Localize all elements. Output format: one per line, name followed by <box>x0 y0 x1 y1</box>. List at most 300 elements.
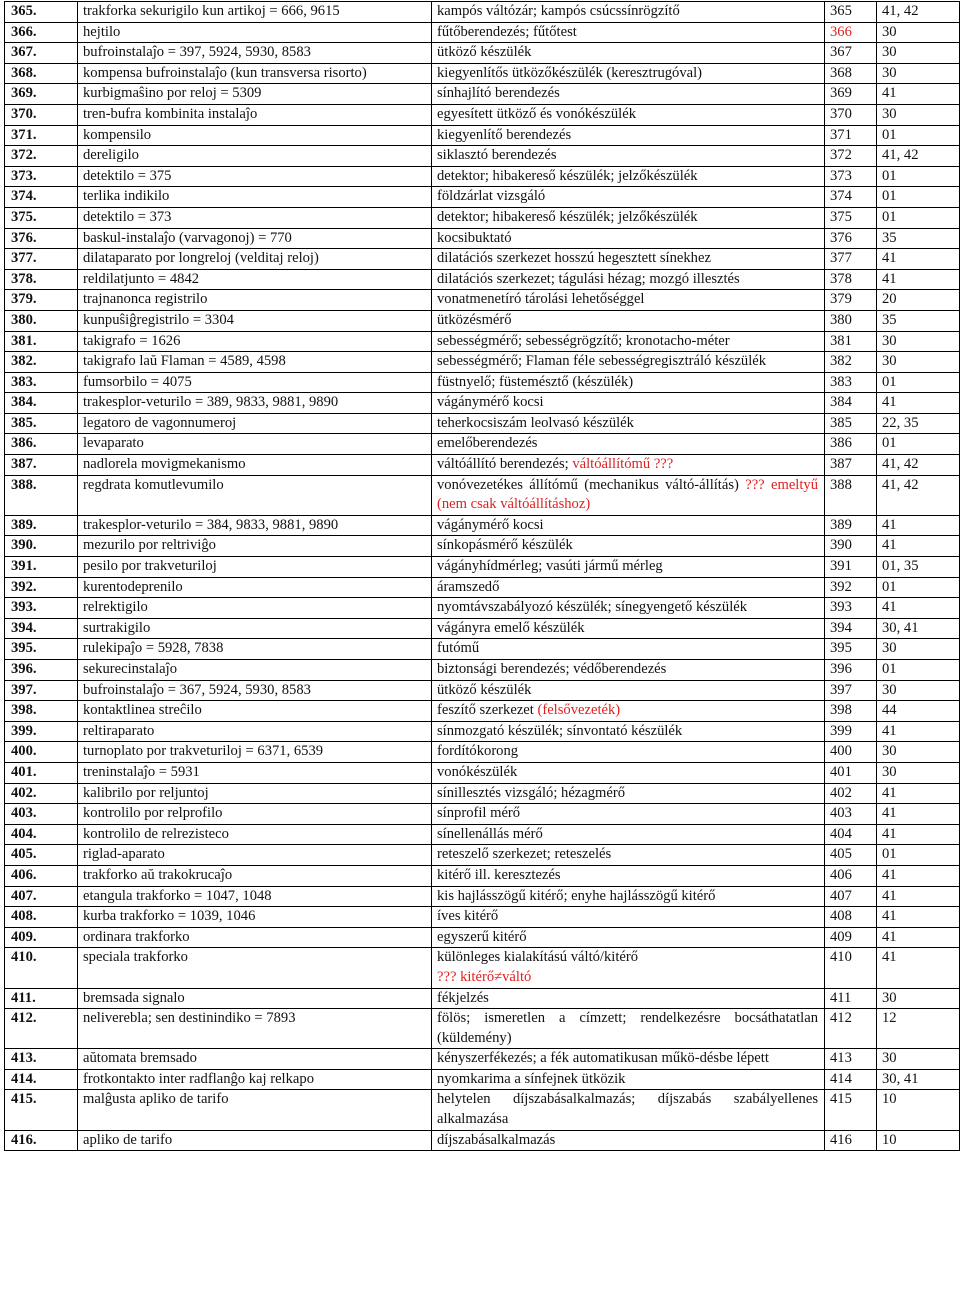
hungarian-text: sebességmérő; sebességrögzítő; kronotacho-méter <box>437 332 730 349</box>
table-row <box>5 824 960 845</box>
table-row <box>5 536 960 557</box>
hungarian-term <box>432 742 825 763</box>
hungarian-term <box>432 207 825 228</box>
esperanto-term: frotkontakto inter radflanĝo kaj relkapo <box>78 1069 432 1090</box>
entry-index: 372 <box>825 146 877 167</box>
subject-code: 30 <box>877 762 960 783</box>
table-row <box>5 413 960 434</box>
hungarian-term <box>432 393 825 414</box>
subject-code: 41 <box>877 598 960 619</box>
subject-code: 30, 41 <box>877 1069 960 1090</box>
hungarian-text: sebességmérő; Flaman féle sebességregisztráló készülék <box>437 353 767 370</box>
subject-code: 41 <box>877 269 960 290</box>
esperanto-term: relrektigilo <box>78 598 432 619</box>
esperanto-term: trakforko aŭ trakokrucaĵo <box>78 865 432 886</box>
esperanto-term: regdrata komutlevumilo <box>78 475 432 515</box>
hungarian-text: fűtőberendezés; fűtőtest <box>437 23 577 40</box>
subject-code: 20 <box>877 290 960 311</box>
entry-index: 377 <box>825 249 877 270</box>
entry-index: 367 <box>825 43 877 64</box>
table-row <box>5 1069 960 1090</box>
entry-number: 368. <box>5 63 78 84</box>
table-row <box>5 762 960 783</box>
entry-number: 402. <box>5 783 78 804</box>
editor-note: (felsővezeték) <box>537 702 621 719</box>
hungarian-term <box>432 2 825 23</box>
table-row <box>5 372 960 393</box>
entry-number: 416. <box>5 1130 78 1151</box>
entry-number: 394. <box>5 618 78 639</box>
table-row <box>5 742 960 763</box>
hungarian-term <box>432 1090 825 1130</box>
entry-number: 413. <box>5 1049 78 1070</box>
entry-index: 368 <box>825 63 877 84</box>
hungarian-term <box>432 290 825 311</box>
esperanto-term: sekurecinstalaĵo <box>78 660 432 681</box>
subject-code: 01, 35 <box>877 557 960 578</box>
table-row <box>5 269 960 290</box>
hungarian-text: futómű <box>437 640 480 657</box>
subject-code: 30 <box>877 43 960 64</box>
subject-code: 30 <box>877 988 960 1009</box>
hungarian-term <box>432 43 825 64</box>
hungarian-text: egyszerű kitérő <box>437 928 527 945</box>
entry-number: 388. <box>5 475 78 515</box>
table-row <box>5 290 960 311</box>
hungarian-term <box>432 413 825 434</box>
esperanto-term: malĝusta apliko de tarifo <box>78 1090 432 1130</box>
entry-index: 397 <box>825 680 877 701</box>
subject-code: 30 <box>877 1049 960 1070</box>
entry-number: 403. <box>5 804 78 825</box>
table-row <box>5 352 960 373</box>
table-row <box>5 43 960 64</box>
hungarian-term <box>432 907 825 928</box>
hungarian-text: dilatációs szerkezet; tágulási hézag; mozgó illesztés <box>437 270 740 287</box>
subject-code: 12 <box>877 1009 960 1049</box>
esperanto-term: nadlorela movigmekanismo <box>78 455 432 476</box>
entry-index: 390 <box>825 536 877 557</box>
esperanto-term: bufroinstalaĵo = 367, 5924, 5930, 8583 <box>78 680 432 701</box>
hungarian-text: kampós váltózár; kampós csúcssínrögzítő <box>437 3 680 19</box>
entry-index: 408 <box>825 907 877 928</box>
hungarian-term <box>432 352 825 373</box>
esperanto-term: kurentodeprenilo <box>78 577 432 598</box>
table-row <box>5 948 960 988</box>
table-row <box>5 598 960 619</box>
entry-index: 376 <box>825 228 877 249</box>
hungarian-term <box>432 660 825 681</box>
esperanto-term: dereligilo <box>78 146 432 167</box>
subject-code: 30 <box>877 104 960 125</box>
hungarian-term <box>432 1130 825 1151</box>
entry-index: 380 <box>825 310 877 331</box>
esperanto-term: aŭtomata bremsado <box>78 1049 432 1070</box>
hungarian-term <box>432 1009 825 1049</box>
hungarian-text: sínellenállás mérő <box>437 825 543 842</box>
subject-code: 30 <box>877 352 960 373</box>
esperanto-term: kalibrilo por reljuntoj <box>78 783 432 804</box>
entry-number: 405. <box>5 845 78 866</box>
subject-code: 41, 42 <box>877 2 960 23</box>
entry-number: 367. <box>5 43 78 64</box>
subject-code: 01 <box>877 434 960 455</box>
subject-code: 01 <box>877 577 960 598</box>
entry-index: 379 <box>825 290 877 311</box>
hungarian-term <box>432 269 825 290</box>
entry-number: 390. <box>5 536 78 557</box>
editor-note: ??? emeltyű (nem csak váltóállításhoz) <box>437 476 818 513</box>
entry-index: 407 <box>825 886 877 907</box>
esperanto-term: kompensilo <box>78 125 432 146</box>
subject-code: 01 <box>877 660 960 681</box>
subject-code: 30 <box>877 742 960 763</box>
hungarian-text: dilatációs szerkezet hosszú hegesztett sínekhez <box>437 250 711 267</box>
esperanto-term: etangula trakforko = 1047, 1048 <box>78 886 432 907</box>
entry-index: 389 <box>825 515 877 536</box>
entry-index: 385 <box>825 413 877 434</box>
subject-code: 30 <box>877 63 960 84</box>
entry-index: 405 <box>825 845 877 866</box>
esperanto-term: fumsorbilo = 4075 <box>78 372 432 393</box>
hungarian-text: íves kitérő <box>437 908 499 925</box>
entry-index: 387 <box>825 455 877 476</box>
hungarian-text: egyesített ütköző és vonókészülék <box>437 105 636 122</box>
subject-code: 41 <box>877 536 960 557</box>
entry-number: 382. <box>5 352 78 373</box>
esperanto-term: takigrafo = 1626 <box>78 331 432 352</box>
entry-index: 413 <box>825 1049 877 1070</box>
subject-code: 41 <box>877 393 960 414</box>
entry-number: 366. <box>5 22 78 43</box>
hungarian-term <box>432 1069 825 1090</box>
table-row <box>5 1009 960 1049</box>
entry-number: 369. <box>5 84 78 105</box>
hungarian-text: sínmozgató készülék; sínvontató készülék <box>437 722 683 739</box>
entry-index: 371 <box>825 125 877 146</box>
table-row <box>5 515 960 536</box>
hungarian-text: teherkocsiszám leolvasó készülék <box>437 414 634 431</box>
entry-index: 406 <box>825 865 877 886</box>
esperanto-term: kontaktlinea streĉilo <box>78 701 432 722</box>
table-row <box>5 886 960 907</box>
subject-code: 44 <box>877 701 960 722</box>
hungarian-text: sínhajlító berendezés <box>437 85 560 102</box>
entry-number: 397. <box>5 680 78 701</box>
entry-number: 400. <box>5 742 78 763</box>
hungarian-term <box>432 598 825 619</box>
entry-index: 403 <box>825 804 877 825</box>
table-row <box>5 104 960 125</box>
table-row <box>5 988 960 1009</box>
hungarian-text: ütköző készülék <box>437 44 532 61</box>
entry-number: 379. <box>5 290 78 311</box>
table-row <box>5 146 960 167</box>
hungarian-text: sínillesztés vizsgáló; hézagmérő <box>437 784 626 801</box>
table-row <box>5 393 960 414</box>
entry-index: 388 <box>825 475 877 515</box>
subject-code: 01 <box>877 372 960 393</box>
subject-code: 01 <box>877 845 960 866</box>
table-row <box>5 660 960 681</box>
esperanto-term: baskul-instalaĵo (varvagonoj) = 770 <box>78 228 432 249</box>
esperanto-term: treninstalaĵo = 5931 <box>78 762 432 783</box>
hungarian-term <box>432 63 825 84</box>
hungarian-term <box>432 228 825 249</box>
entry-index: 365 <box>825 2 877 23</box>
subject-code: 30, 41 <box>877 618 960 639</box>
entry-index: 373 <box>825 166 877 187</box>
entry-index: 392 <box>825 577 877 598</box>
entry-index: 402 <box>825 783 877 804</box>
hungarian-term <box>432 146 825 167</box>
entry-index: 394 <box>825 618 877 639</box>
hungarian-term <box>432 166 825 187</box>
subject-code: 22, 35 <box>877 413 960 434</box>
table-row <box>5 557 960 578</box>
table-row <box>5 207 960 228</box>
esperanto-term: trakesplor-veturilo = 389, 9833, 9881, 9890 <box>78 393 432 414</box>
hungarian-text: ütközésmérő <box>437 311 512 328</box>
esperanto-term: kurba trakforko = 1039, 1046 <box>78 907 432 928</box>
hungarian-term <box>432 948 825 988</box>
hungarian-text: nyomtávszabályozó készülék; sínegyengető készülék <box>437 599 748 616</box>
hungarian-term <box>432 988 825 1009</box>
hungarian-text: detektor; hibakereső készülék; jelzőkészülék <box>437 167 698 184</box>
hungarian-term <box>432 249 825 270</box>
hungarian-text: vágányra emelő készülék <box>437 619 585 636</box>
editor-note: váltóállítómű ??? <box>572 456 674 473</box>
hungarian-term <box>432 927 825 948</box>
glossary-table <box>4 1 960 1151</box>
esperanto-term: dilataparato por longreloj (velditaj reloj) <box>78 249 432 270</box>
entry-number: 409. <box>5 927 78 948</box>
hungarian-term <box>432 125 825 146</box>
hungarian-term <box>432 680 825 701</box>
table-row <box>5 22 960 43</box>
entry-number: 375. <box>5 207 78 228</box>
entry-number: 404. <box>5 824 78 845</box>
entry-number: 412. <box>5 1009 78 1049</box>
esperanto-term: tren-bufra kombinita instalaĵo <box>78 104 432 125</box>
entry-number: 372. <box>5 146 78 167</box>
entry-number: 398. <box>5 701 78 722</box>
table-row <box>5 618 960 639</box>
hungarian-term <box>432 331 825 352</box>
entry-number: 376. <box>5 228 78 249</box>
subject-code: 35 <box>877 228 960 249</box>
hungarian-term <box>432 886 825 907</box>
hungarian-text: különleges kialakítású váltó/kitérő <box>437 949 639 966</box>
table-row <box>5 1049 960 1070</box>
entry-index: 400 <box>825 742 877 763</box>
subject-code: 30 <box>877 22 960 43</box>
entry-number: 401. <box>5 762 78 783</box>
esperanto-term: trakesplor-veturilo = 384, 9833, 9881, 9890 <box>78 515 432 536</box>
entry-index: 404 <box>825 824 877 845</box>
subject-code: 01 <box>877 166 960 187</box>
hungarian-term <box>432 845 825 866</box>
entry-index: 399 <box>825 721 877 742</box>
subject-code: 41, 42 <box>877 475 960 515</box>
esperanto-term: speciala trakforko <box>78 948 432 988</box>
esperanto-term: kunpuŝiĝregistrilo = 3304 <box>78 310 432 331</box>
hungarian-term <box>432 475 825 515</box>
hungarian-term <box>432 310 825 331</box>
hungarian-term <box>432 434 825 455</box>
hungarian-text: kis hajlásszögű kitérő; enyhe hajlásszögű kitérő <box>437 887 716 904</box>
table-row <box>5 680 960 701</box>
entry-index: 401 <box>825 762 877 783</box>
esperanto-term: levaparato <box>78 434 432 455</box>
hungarian-text: füstnyelő; füstemésztő (készülék) <box>437 373 634 390</box>
entry-number: 386. <box>5 434 78 455</box>
esperanto-term: trakforka sekurigilo kun artikoj = 666, 9615 <box>78 2 432 23</box>
hungarian-text: fölös; ismeretlen a címzett; rendelkezésre bocsáthatatlan (küldemény) <box>437 1010 818 1046</box>
hungarian-term <box>432 577 825 598</box>
table-row <box>5 804 960 825</box>
entry-number: 374. <box>5 187 78 208</box>
hungarian-text: fordítókorong <box>437 743 519 760</box>
table-row <box>5 907 960 928</box>
entry-index: 391 <box>825 557 877 578</box>
entry-number: 373. <box>5 166 78 187</box>
entry-number: 389. <box>5 515 78 536</box>
subject-code: 35 <box>877 310 960 331</box>
hungarian-term <box>432 701 825 722</box>
hungarian-text: vágánymérő kocsi <box>437 516 544 533</box>
subject-code: 10 <box>877 1130 960 1151</box>
hungarian-text: kocsibuktató <box>437 229 512 246</box>
hungarian-text: siklasztó berendezés <box>437 147 557 164</box>
entry-index: 375 <box>825 207 877 228</box>
entry-index: 374 <box>825 187 877 208</box>
editor-note: ??? kitérő≠váltó <box>437 968 532 985</box>
esperanto-term: terlika indikilo <box>78 187 432 208</box>
hungarian-term <box>432 372 825 393</box>
entry-number: 381. <box>5 331 78 352</box>
hungarian-term <box>432 824 825 845</box>
esperanto-term: kontrolilo de relrezisteco <box>78 824 432 845</box>
table-row <box>5 701 960 722</box>
hungarian-term <box>432 639 825 660</box>
entry-number: 395. <box>5 639 78 660</box>
hungarian-term <box>432 187 825 208</box>
hungarian-term <box>432 22 825 43</box>
esperanto-term: mezurilo por reltriviĝo <box>78 536 432 557</box>
entry-number: 380. <box>5 310 78 331</box>
hungarian-term <box>432 783 825 804</box>
entry-number: 411. <box>5 988 78 1009</box>
hungarian-term <box>432 865 825 886</box>
entry-index: 396 <box>825 660 877 681</box>
subject-code: 41, 42 <box>877 455 960 476</box>
hungarian-text: feszítő szerkezet <box>437 702 538 719</box>
table-row <box>5 84 960 105</box>
subject-code: 41 <box>877 824 960 845</box>
table-row <box>5 63 960 84</box>
entry-number: 383. <box>5 372 78 393</box>
hungarian-term <box>432 557 825 578</box>
glossary-sheet <box>4 1 959 1151</box>
table-row <box>5 721 960 742</box>
entry-number: 385. <box>5 413 78 434</box>
esperanto-term: pesilo por trakveturiloj <box>78 557 432 578</box>
table-row <box>5 639 960 660</box>
entry-number: 393. <box>5 598 78 619</box>
entry-number: 407. <box>5 886 78 907</box>
subject-code: 41 <box>877 804 960 825</box>
table-row <box>5 783 960 804</box>
glossary-rows <box>5 2 960 1151</box>
subject-code: 41 <box>877 249 960 270</box>
subject-code: 41 <box>877 865 960 886</box>
hungarian-text: kényszerfékezés; a fék automatikusan műkö-désbe lépett <box>437 1050 769 1067</box>
entry-number: 391. <box>5 557 78 578</box>
table-row <box>5 865 960 886</box>
hungarian-text: kitérő ill. keresztezés <box>437 866 561 883</box>
entry-index: 383 <box>825 372 877 393</box>
hungarian-text: vonókészülék <box>437 763 518 780</box>
subject-code: 01 <box>877 187 960 208</box>
entry-number: 396. <box>5 660 78 681</box>
esperanto-term: detektilo = 373 <box>78 207 432 228</box>
hungarian-text: vágányhídmérleg; vasúti jármű mérleg <box>437 558 663 575</box>
esperanto-term: neliverebla; sen destinindiko = 7893 <box>78 1009 432 1049</box>
hungarian-term <box>432 515 825 536</box>
hungarian-term <box>432 84 825 105</box>
entry-index: 378 <box>825 269 877 290</box>
hungarian-term <box>432 721 825 742</box>
esperanto-term: legatoro de vagonnumeroj <box>78 413 432 434</box>
esperanto-term: rulekipaĵo = 5928, 7838 <box>78 639 432 660</box>
hungarian-term <box>432 104 825 125</box>
subject-code: 10 <box>877 1090 960 1130</box>
entry-index: 370 <box>825 104 877 125</box>
subject-code: 41 <box>877 927 960 948</box>
entry-number: 406. <box>5 865 78 886</box>
hungarian-text: vonóvezetékes állítómű (mechanikus váltó-állítás) <box>437 476 746 493</box>
esperanto-term: turnoplato por trakveturiloj = 6371, 6539 <box>78 742 432 763</box>
hungarian-term <box>432 536 825 557</box>
esperanto-term: surtrakigilo <box>78 618 432 639</box>
entry-number: 387. <box>5 455 78 476</box>
table-row <box>5 187 960 208</box>
esperanto-term: apliko de tarifo <box>78 1130 432 1151</box>
esperanto-term: kurbigmaŝino por reloj = 5309 <box>78 84 432 105</box>
entry-index: 415 <box>825 1090 877 1130</box>
subject-code: 41 <box>877 886 960 907</box>
esperanto-term: takigrafo laŭ Flaman = 4589, 4598 <box>78 352 432 373</box>
table-row <box>5 1130 960 1151</box>
hungarian-text: detektor; hibakereső készülék; jelzőkészülék <box>437 208 698 225</box>
hungarian-term <box>432 1049 825 1070</box>
hungarian-text: emelőberendezés <box>437 435 538 452</box>
table-row <box>5 228 960 249</box>
subject-code: 41 <box>877 515 960 536</box>
subject-code: 41 <box>877 907 960 928</box>
subject-code: 01 <box>877 125 960 146</box>
entry-index: 414 <box>825 1069 877 1090</box>
hungarian-text: kiegyenlítő berendezés <box>437 126 572 143</box>
table-row <box>5 845 960 866</box>
entry-index: 381 <box>825 331 877 352</box>
entry-number: 370. <box>5 104 78 125</box>
entry-index: 398 <box>825 701 877 722</box>
table-row <box>5 249 960 270</box>
hungarian-text: biztonsági berendezés; védőberendezés <box>437 661 667 677</box>
table-row <box>5 927 960 948</box>
